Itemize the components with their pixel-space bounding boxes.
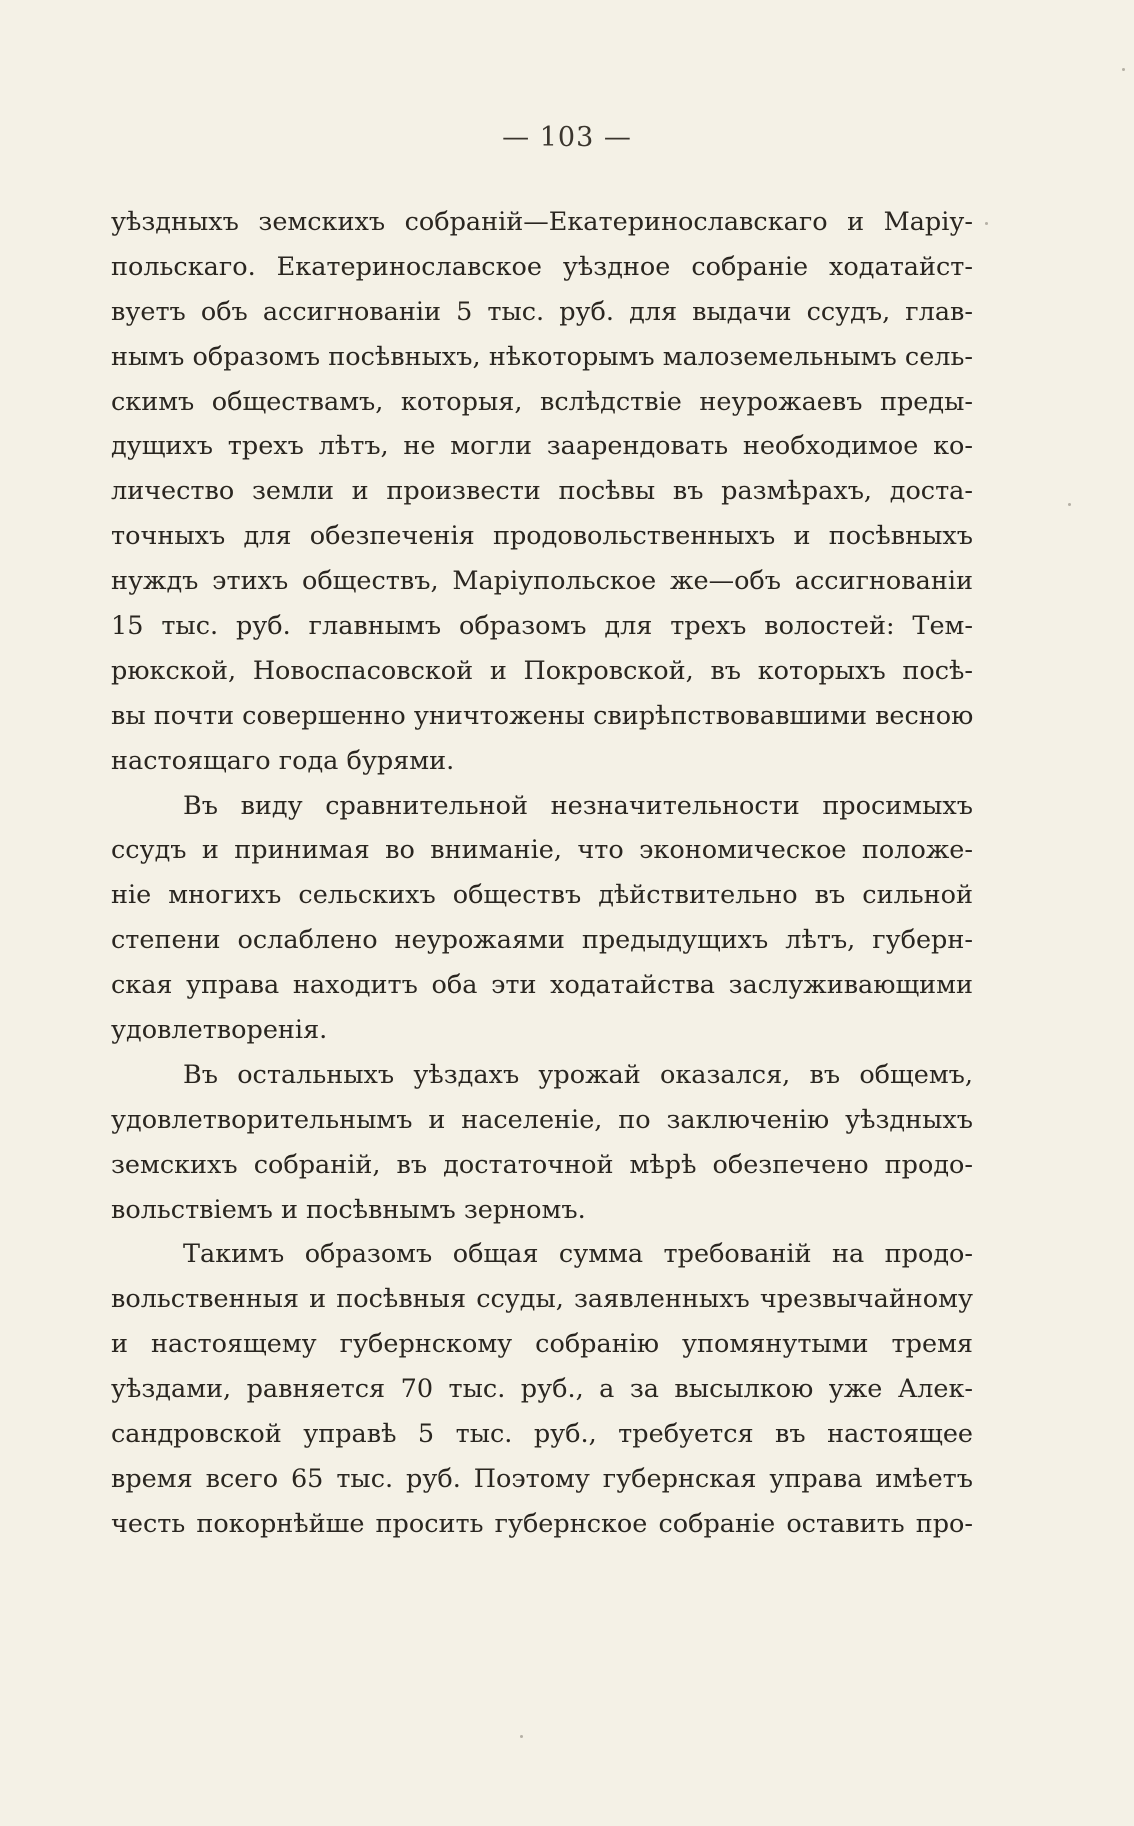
text-line: Въ остальныхъ уѣздахъ урожай оказался, въ общемъ, [183, 1059, 973, 1090]
paragraph-4 [111, 1232, 973, 1546]
text-line: земскихъ собраній, въ достаточной мѣрѣ обезпечено продо- [111, 1149, 973, 1180]
text-line: дущихъ трехъ лѣтъ, не могли заарендовать необходимое ко- [111, 431, 973, 462]
text-line: удовлетворительнымъ и населеніе, по заключенію уѣздныхъ [111, 1104, 973, 1135]
text-line: польскаго. Екатеринославское уѣздное собраніе ходатайст- [111, 251, 973, 282]
paper-speck [1122, 68, 1125, 71]
paragraph-2 [111, 784, 973, 1053]
text-line: Въ виду сравнительной незначительности просимыхъ [183, 790, 973, 821]
text-line: вы почти совершенно уничтожены свирѣпствовавшими весною [111, 700, 973, 731]
text-line: честь покорнѣйше просить губернское собраніе оставить про- [111, 1508, 973, 1539]
body-text [111, 200, 973, 1547]
paper-speck [520, 1735, 523, 1738]
text-line: вуетъ объ ассигнованіи 5 тыс. руб. для выдачи ссудъ, глав- [111, 296, 973, 327]
text-line: нуждъ этихъ обществъ, Маріупольское же—объ ассигнованіи [111, 566, 973, 597]
text-line: личество земли и произвести посѣвы въ размѣрахъ, доста- [111, 476, 973, 507]
text-line: сандровской управѣ 5 тыс. руб., требуется въ настоящее [111, 1419, 973, 1450]
text-line: уѣздныхъ земскихъ собраній—Екатеринославскаго и Маріу- [111, 207, 973, 237]
text-line: рюкской, Новоспасовской и Покровской, въ которыхъ посѣ- [111, 655, 973, 686]
text-line: скимъ обществамъ, которыя, вслѣдствіе неурожаевъ преды- [111, 386, 973, 417]
text-line: уѣздами, равняется 70 тыс. руб., а за высылкою уже Алек- [111, 1374, 973, 1405]
page-number: — 103 — [502, 122, 632, 153]
text-line: ская управа находитъ оба эти ходатайства заслуживающими [111, 970, 973, 1001]
text-line: степени ослаблено неурожаями предыдущихъ лѣтъ, губерн- [111, 925, 973, 956]
text-line: удовлетворенія. [111, 1015, 328, 1046]
text-line: вольствіемъ и посѣвнымъ зерномъ. [111, 1194, 586, 1225]
text-line: настоящаго года бурями. [111, 745, 455, 776]
text-line: ніе многихъ сельскихъ обществъ дѣйствительно въ сильной [111, 880, 973, 911]
text-line: нымъ образомъ посѣвныхъ, нѣкоторымъ малоземельнымъ сель- [111, 341, 973, 372]
text-line: ссудъ и принимая во вниманіе, что экономическое положе- [111, 835, 973, 866]
paragraph-1 [111, 200, 973, 784]
paragraph-3 [111, 1053, 973, 1233]
text-line: 15 тыс. руб. главнымъ образомъ для трехъ волостей: Тем- [111, 611, 973, 642]
text-line: Такимъ образомъ общая сумма требованій на продо- [183, 1239, 973, 1270]
text-line: точныхъ для обезпеченія продовольственныхъ и посѣвныхъ [111, 521, 973, 552]
text-line: вольственныя и посѣвныя ссуды, заявленныхъ чрезвычайному [111, 1284, 973, 1315]
text-line: и настоящему губернскому собранію упомянутыми тремя [111, 1329, 973, 1360]
paper-speck [985, 222, 988, 225]
text-line: время всего 65 тыс. руб. Поэтому губернская управа имѣетъ [111, 1463, 973, 1494]
paper-speck [1068, 503, 1071, 506]
